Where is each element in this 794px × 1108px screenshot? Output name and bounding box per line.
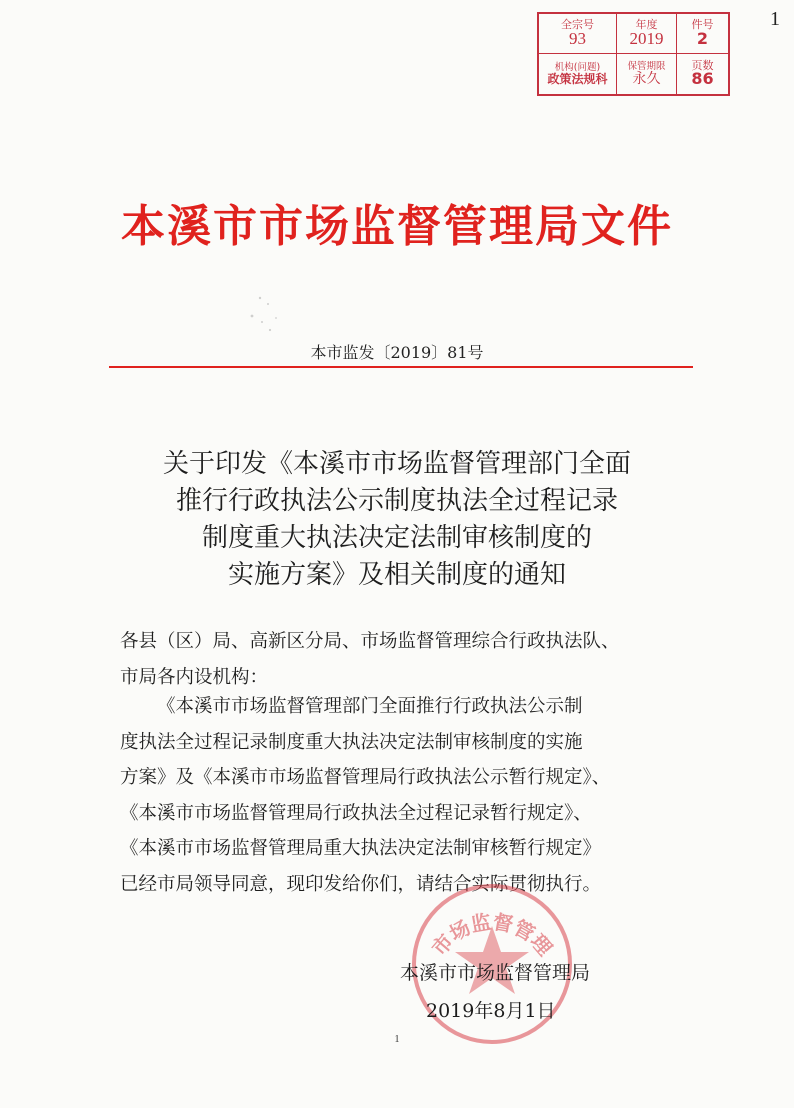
archive-cell-niandu bbox=[617, 14, 677, 54]
page-number: 1 bbox=[394, 1034, 400, 1045]
archive-label: 全宗号 bbox=[561, 17, 594, 31]
archive-cell-quanzonghao bbox=[539, 14, 617, 54]
archive-stamp bbox=[537, 12, 730, 96]
archive-value: 政策法规科 bbox=[547, 71, 608, 86]
archive-label: 页数 bbox=[691, 58, 714, 72]
archive-label: 件号 bbox=[691, 18, 714, 32]
archive-value: 93 bbox=[569, 29, 586, 49]
signature-date: 2019年8月1日 bbox=[426, 1000, 556, 1022]
title-line: 关于印发《本溪市市场监督管理部门全面 bbox=[162, 449, 631, 479]
addressee bbox=[120, 624, 680, 695]
archive-cell-jigou bbox=[539, 54, 617, 94]
archive-value: 2019 bbox=[629, 29, 664, 49]
archive-cell-yeshu bbox=[677, 54, 728, 94]
archive-value: 永久 bbox=[632, 70, 661, 87]
document-number: 本市监发〔2019〕81号 bbox=[310, 343, 484, 362]
document-title bbox=[60, 446, 734, 594]
signature-organization: 本溪市市场监督管理局 bbox=[400, 962, 591, 984]
corner-page-number: 1 bbox=[770, 8, 780, 30]
addressee-line: 各县（区）局、高新区分局、市场监督管理综合行政执法队、 bbox=[120, 631, 620, 652]
svg-text:市场监督管理 bbox=[427, 910, 558, 961]
body-line: 《本溪市市场监督管理局重大执法决定法制审核暂行规定》 bbox=[120, 838, 602, 859]
body-line: 方案》及《本溪市市场监督管理局行政执法公示暂行规定》、 bbox=[120, 767, 611, 788]
archive-label: 机构(问题) bbox=[554, 61, 601, 73]
archive-value: 2 bbox=[696, 28, 709, 48]
archive-value: 86 bbox=[691, 69, 714, 89]
body-line: 《本溪市市场监督管理部门全面推行行政执法公示制 bbox=[157, 696, 583, 717]
title-line: 制度重大执法决定法制审核制度的 bbox=[201, 523, 592, 553]
archive-cell-baoguan bbox=[617, 54, 677, 94]
title-line: 推行行政执法公示制度执法全过程记录 bbox=[175, 486, 618, 516]
body-line: 已经市局领导同意，现印发给你们，请结合实际贯彻执行。 bbox=[120, 873, 602, 895]
red-divider bbox=[109, 366, 693, 368]
archive-cell-jianhao bbox=[677, 14, 728, 54]
title-line: 实施方案》及相关制度的通知 bbox=[227, 560, 566, 590]
body-paragraph bbox=[120, 689, 680, 902]
archive-label: 年度 bbox=[635, 17, 658, 31]
body-line: 《本溪市市场监督管理局行政执法全过程记录暂行规定》、 bbox=[120, 802, 592, 824]
addressee-line: 市局各内设机构： bbox=[120, 666, 269, 688]
body-line: 度执法全过程记录制度重大执法决定法制审核制度的实施 bbox=[120, 731, 583, 753]
seal-text: 市场监督管理 bbox=[426, 909, 558, 961]
scan-smudge bbox=[240, 290, 320, 340]
document-header: 本溪市市场监督管理局文件 bbox=[121, 201, 673, 252]
archive-label: 保管期限 bbox=[627, 60, 666, 72]
